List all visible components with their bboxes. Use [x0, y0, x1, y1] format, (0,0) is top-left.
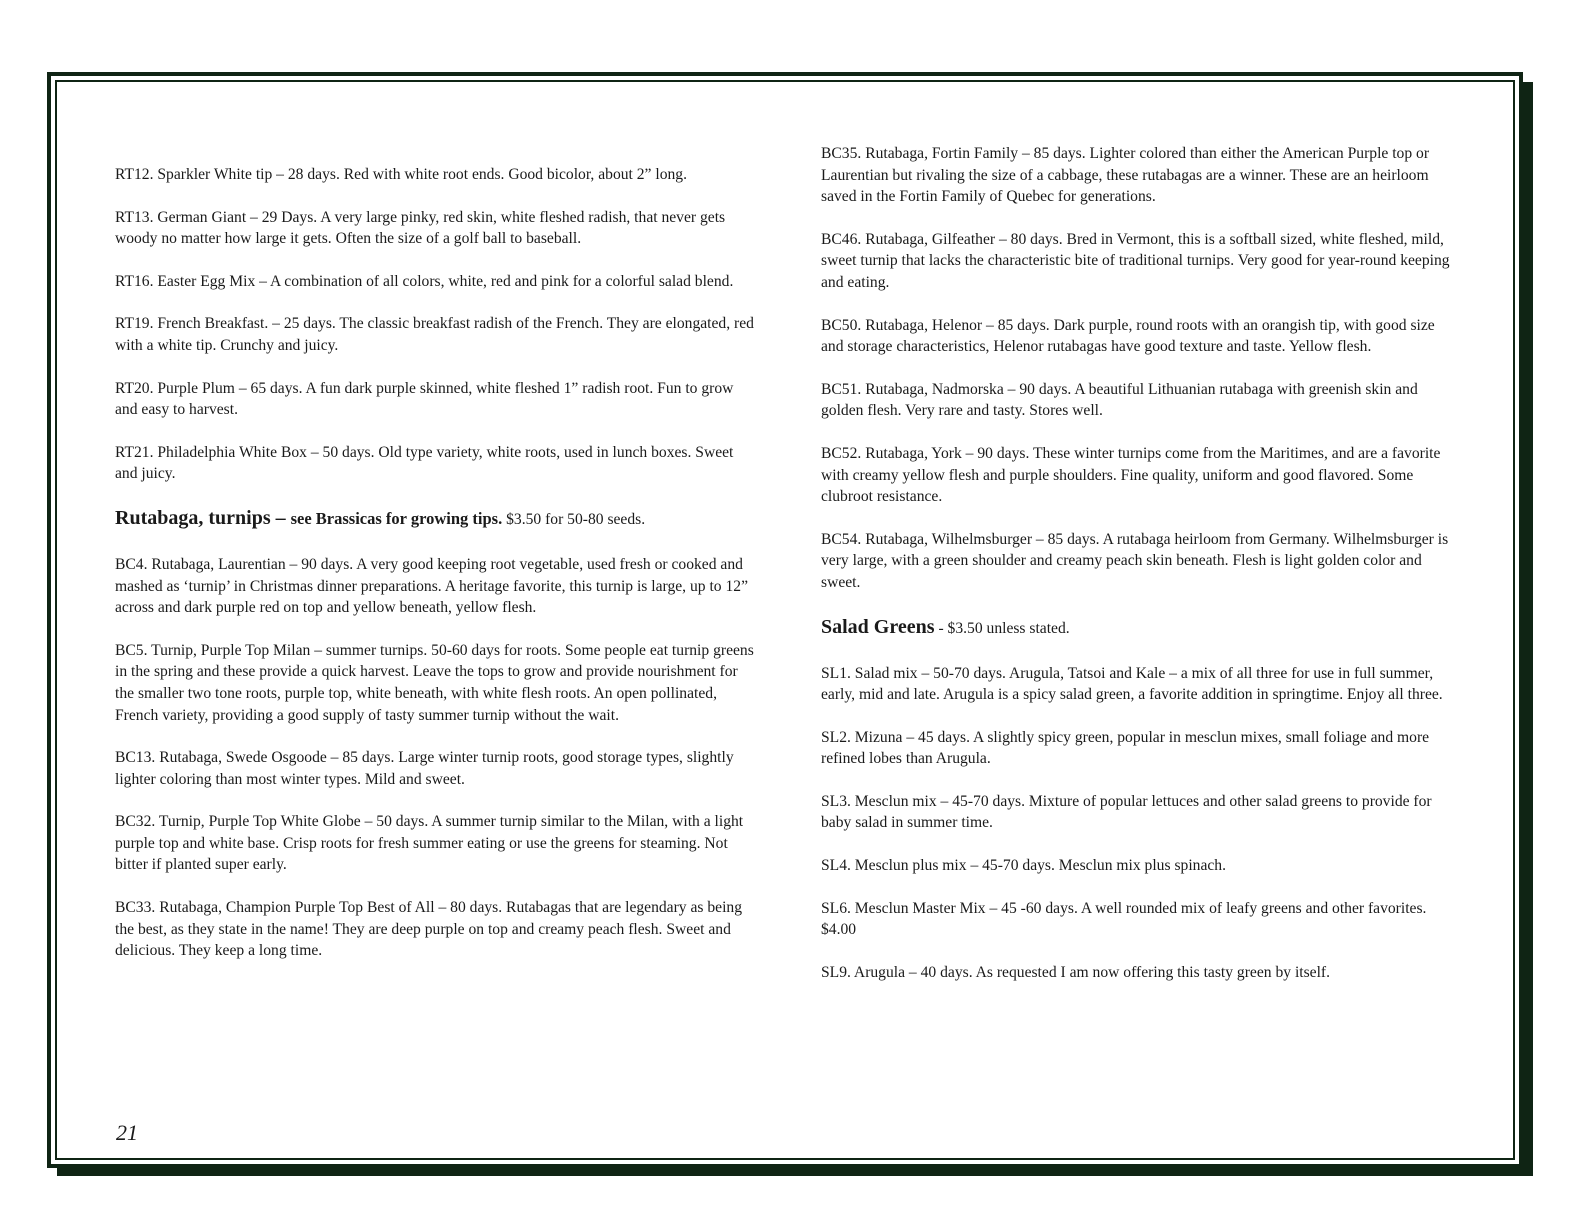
catalog-entry-rt19: RT19. French Breakfast. – 25 days. The classic breakfast radish of the French. They are elongated, red with a white tip. Crunchy and juicy.: [115, 315, 754, 354]
salad-greens-entries: [821, 663, 1461, 984]
section-heading-subtitle: see Brassicas for growing tips.: [290, 508, 503, 528]
section-heading-price-note: - $3.50 unless stated.: [934, 619, 1070, 637]
catalog-entry-bc13: BC13. Rutabaga, Swede Osgoode – 85 days. Large winter turnip roots, good storage types, slightly lighter coloring than most winter types. Mild and sweet.: [115, 749, 734, 788]
catalog-entry-rt16: RT16. Easter Egg Mix – A combination of all colors, white, red and pink for a colorful salad blend.: [115, 272, 734, 290]
catalog-entry-bc52: BC52. Rutabaga, York – 90 days. These winter turnips come from the Maritimes, and are a favorite with creamy yellow flesh and purple shoulders. Fine quality, uniform and good flavored. Some clubroot resistance.: [821, 444, 1441, 506]
catalog-entry-sl3: SL3. Mesclun mix – 45-70 days. Mixture of popular lettuces and other salad greens to provide for baby salad in summer time.: [821, 792, 1432, 832]
catalog-entry-rt20: RT20. Purple Plum – 65 days. A fun dark purple skinned, white fleshed 1” radish root. Fun to grow and easy to harvest.: [115, 379, 734, 419]
catalog-entry-rt21: RT21. Philadelphia White Box – 50 days. Old type variety, white roots, used in lunch boxes. Sweet and juicy.: [115, 443, 734, 483]
left-column: [115, 164, 755, 983]
catalog-entry-bc50: BC50. Rutabaga, Helenor – 85 days. Dark purple, round roots with an orangish tip, with good size and storage characteristics, Helenor rutabagas have good texture and taste. Yellow flesh.: [821, 316, 1435, 356]
catalog-entry-bc4: BC4. Rutabaga, Laurentian – 90 days. A very good keeping root vegetable, used fresh or cooked and mashed as ‘turnip’ in Christmas dinner preparations. A heritage favorite, this turnip is large, up to 12” across and dark purple red on top and yellow beneath, yellow flesh.: [115, 555, 748, 617]
rutabaga-entries-continued: [821, 143, 1461, 594]
section-heading-title: Rutabaga, turnips –: [115, 506, 291, 529]
rutabaga-entries: [115, 554, 755, 962]
catalog-entry-bc33: BC33. Rutabaga, Champion Purple Top Best of All – 80 days. Rutabagas that are legendary as being the best, as they state in the name! They are deep purple on top and creamy peach flesh. Sweet and delicious. They keep a long time.: [115, 899, 743, 960]
catalog-entry-bc51: BC51. Rutabaga, Nadmorska – 90 days. A beautiful Lithuanian rutabaga with greenish skin and golden flesh. Very rare and tasty. Stores well.: [821, 380, 1418, 420]
catalog-entry-rt13: RT13. German Giant – 29 Days. A very large pinky, red skin, white fleshed radish, that never gets woody no matter how large it gets. Often the size of a golf ball to baseball.: [115, 208, 726, 248]
section-heading-rutabaga: [115, 506, 755, 532]
catalog-entry-bc5: BC5. Turnip, Purple Top Milan – summer turnips. 50-60 days for roots. Some people eat turnip greens in the spring and these provide a quick harvest. Leave the tops to grow and provide nourishment for the smaller two tone roots, purple top, white beneath, with white flesh roots. An open pollinated, French variety, providing a good supply of tasty summer turnip without the wait.: [115, 641, 754, 724]
catalog-entry-sl1: SL1. Salad mix – 50-70 days. Arugula, Tatsoi and Kale – a mix of all three for use in full summer, early, mid and late. Arugula is a spicy salad green, a favorite addition in springtime. Enjoy all three.: [821, 664, 1443, 704]
catalog-entry-sl2: SL2. Mizuna – 45 days. A slightly spicy green, popular in mesclun mixes, small foliage and more refined lobes than Arugula.: [821, 728, 1430, 768]
catalog-entry-bc54: BC54. Rutabaga, Wilhelmsburger – 85 days. A rutabaga heirloom from Germany. Wilhelmsburger is very large, with a green shoulder and creamy peach skin beneath. Flesh is light golden color and sweet.: [821, 530, 1449, 591]
right-column: [821, 143, 1461, 1004]
catalog-entry-sl9: SL9. Arugula – 40 days. As requested I am now offering this tasty green by itself.: [821, 963, 1331, 981]
catalog-entry-sl6: SL6. Mesclun Master Mix – 45 -60 days. A well rounded mix of leafy greens and other favorites. $4.00: [821, 899, 1427, 939]
catalog-entry-rt12: RT12. Sparkler White tip – 28 days. Red with white root ends. Good bicolor, about 2” long.: [115, 166, 688, 183]
catalog-entry-bc35: BC35. Rutabaga, Fortin Family – 85 days. Lighter colored than either the American Purple top or Laurentian but rivaling the size of a cabbage, these rutabagas are a winner. These are an heirloom saved in the Fortin Family of Quebec for generations.: [821, 145, 1430, 206]
catalog-entry-bc32: BC32. Turnip, Purple Top White Globe – 50 days. A summer turnip similar to the Milan, with a light purple top and white base. Crisp roots for fresh summer eating or use the greens for steaming. Not bitter if planted super early.: [115, 813, 744, 874]
page-number: [116, 1118, 138, 1132]
section-heading-price-note: $3.50 for 50-80 seeds.: [502, 510, 646, 528]
section-heading-title: Salad Greens: [821, 615, 935, 638]
catalog-entry-bc46: BC46. Rutabaga, Gilfeather – 80 days. Bred in Vermont, this is a softball sized, white fleshed, mild, sweet turnip that lacks the characteristic bite of traditional turnips. Very good for year-round keeping and eating.: [821, 230, 1450, 291]
section-heading-salad-greens: [821, 615, 1461, 641]
radish-entries: [115, 164, 755, 485]
catalog-entry-sl4: SL4. Mesclun plus mix – 45-70 days. Mesclun mix plus spinach.: [821, 857, 1226, 875]
